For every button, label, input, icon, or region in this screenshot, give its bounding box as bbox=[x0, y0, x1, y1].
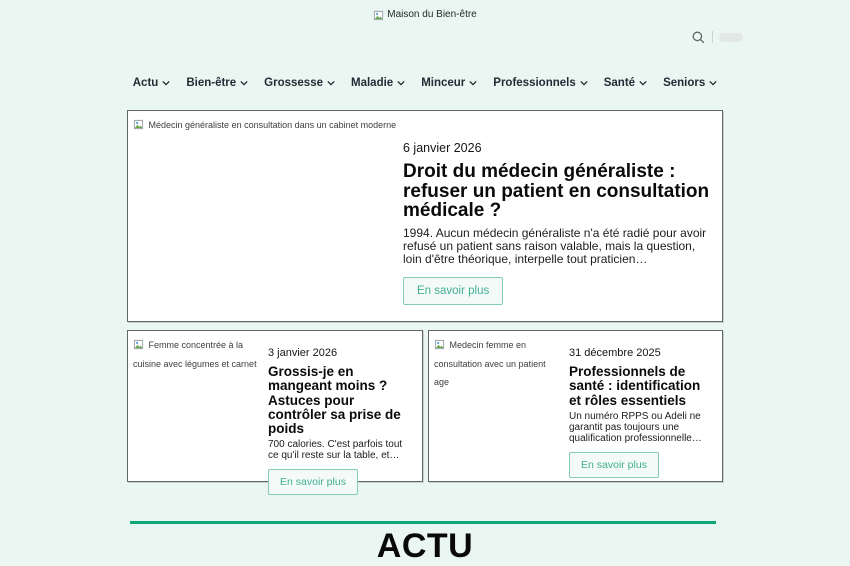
article-image bbox=[429, 331, 567, 481]
nav-item-professionnels[interactable] bbox=[493, 77, 587, 89]
chevron-down-icon bbox=[469, 80, 477, 86]
chevron-down-icon bbox=[162, 80, 170, 86]
chevron-down-icon bbox=[327, 80, 335, 86]
header-utilities bbox=[691, 29, 743, 45]
main-nav bbox=[0, 77, 850, 89]
chevron-down-icon bbox=[240, 80, 248, 86]
article-date: 3 janvier 2026 bbox=[268, 347, 338, 359]
article-image-alt-text: Femme concentrée à la cuisine avec légumes et carnet bbox=[133, 340, 257, 369]
article-title[interactable]: Professionnels de santé : identification et rôles essentiels bbox=[569, 364, 701, 408]
broken-image-icon bbox=[434, 342, 448, 352]
featured-article-content bbox=[403, 141, 717, 305]
featured-article-date: 6 janvier 2026 bbox=[403, 141, 482, 155]
featured-article-title[interactable]: Droit du médecin généraliste : refuser un patient en consultation médicale ? bbox=[403, 161, 710, 222]
read-more-button[interactable]: En savoir plus bbox=[268, 469, 358, 495]
article-title[interactable]: Grossis-je en mangeant moins ? Astuces pour contrôler sa prise de poids bbox=[268, 364, 401, 437]
broken-image-icon bbox=[373, 8, 384, 26]
nav-item-grossesse[interactable] bbox=[264, 77, 335, 89]
article-content bbox=[268, 347, 414, 495]
nav-item-sante[interactable] bbox=[604, 77, 647, 89]
site-logo[interactable] bbox=[0, 8, 850, 26]
chevron-down-icon bbox=[709, 80, 717, 86]
site-logo-alt-text: Maison du Bien-être bbox=[387, 9, 477, 20]
featured-article-excerpt: 1994. Aucun médecin généraliste n'a été radié pour avoir refusé un patient sans raison valable, mais la question, loin d'être théorique, interpelle tout praticien… bbox=[403, 225, 707, 266]
article-excerpt: Un numéro RPPS ou Adeli ne garantit pas toujours une qualification professionnelle… bbox=[569, 410, 702, 444]
nav-label: Grossesse bbox=[264, 77, 323, 89]
broken-image-icon bbox=[133, 342, 147, 352]
featured-article-image bbox=[128, 111, 402, 321]
nav-label: Seniors bbox=[663, 77, 706, 89]
featured-article-card bbox=[127, 110, 723, 322]
nav-label: Maladie bbox=[351, 77, 394, 89]
nav-item-minceur[interactable] bbox=[421, 77, 477, 89]
header-pill-control[interactable] bbox=[719, 33, 743, 42]
featured-read-more-button[interactable]: En savoir plus bbox=[403, 277, 503, 305]
nav-item-actu[interactable] bbox=[133, 77, 171, 89]
nav-item-maladie[interactable] bbox=[351, 77, 405, 89]
chevron-down-icon bbox=[580, 80, 588, 86]
chevron-down-icon bbox=[397, 80, 405, 86]
nav-label: Bien-être bbox=[186, 77, 237, 89]
article-card bbox=[127, 330, 423, 489]
chevron-down-icon bbox=[639, 80, 647, 86]
nav-item-seniors[interactable] bbox=[663, 77, 717, 89]
nav-item-bien-etre[interactable] bbox=[186, 77, 248, 89]
nav-label: Minceur bbox=[421, 77, 466, 89]
article-image bbox=[128, 331, 266, 481]
read-more-button[interactable]: En savoir plus bbox=[569, 452, 659, 478]
nav-label: Actu bbox=[132, 77, 159, 89]
section-title-actu: ACTU bbox=[376, 527, 474, 565]
featured-image-alt-text: Médecin généraliste en consultation dans un cabinet moderne bbox=[148, 120, 397, 130]
nav-label: Santé bbox=[603, 77, 636, 89]
article-image-alt-text: Medecin femme en consultation avec un patient age bbox=[434, 340, 546, 387]
article-card bbox=[428, 330, 723, 482]
search-icon[interactable] bbox=[691, 30, 706, 45]
header-divider bbox=[712, 31, 713, 43]
section-divider bbox=[130, 521, 716, 524]
article-content bbox=[569, 347, 714, 478]
broken-image-icon bbox=[133, 122, 147, 132]
article-date: 31 décembre 2025 bbox=[569, 347, 661, 359]
nav-label: Professionnels bbox=[493, 77, 576, 89]
article-excerpt: 700 calories. C'est parfois tout ce qu'il reste sur la table, et… bbox=[268, 439, 403, 462]
